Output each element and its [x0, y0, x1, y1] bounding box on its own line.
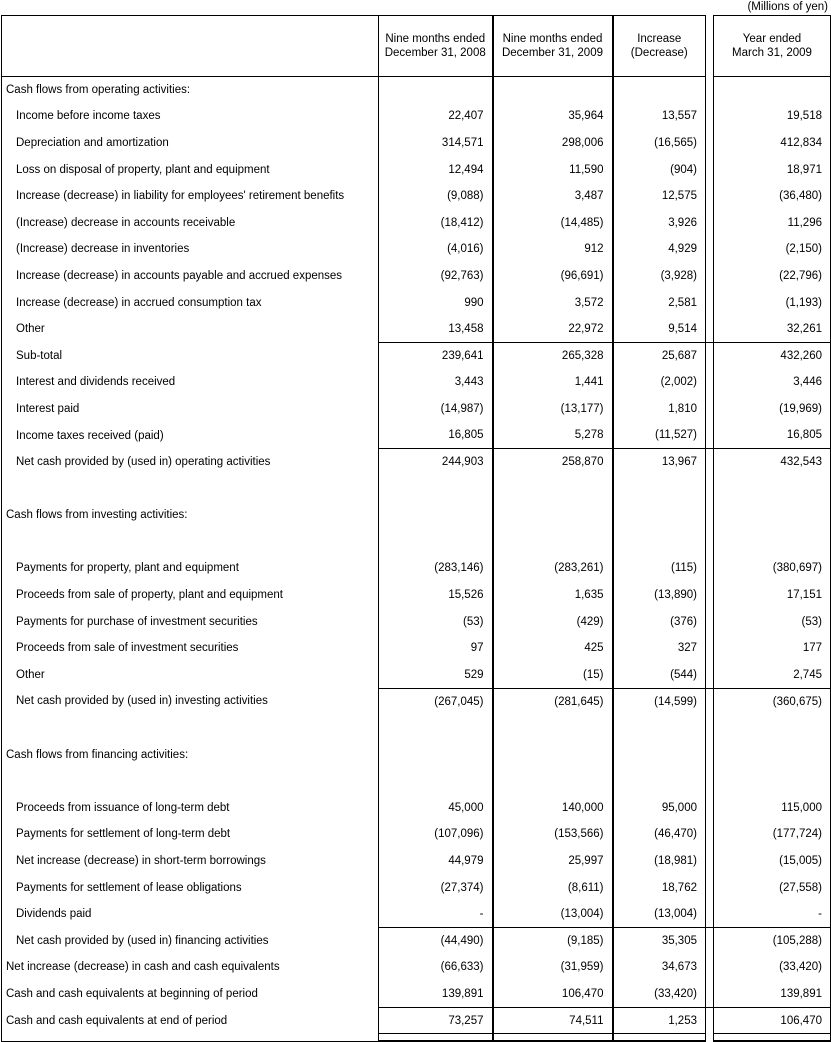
row-value: 74,511	[493, 1007, 613, 1034]
table-row	[2, 901, 831, 928]
table-row	[2, 928, 831, 955]
row-value: 35,964	[493, 103, 613, 130]
closing-rule-cell	[714, 1034, 831, 1041]
row-value: (96,691)	[493, 263, 613, 290]
row-value: -	[379, 901, 493, 928]
row-value	[613, 768, 706, 795]
units-note: (Millions of yen)	[747, 1, 828, 13]
header-line2: March 31, 2009	[732, 47, 812, 59]
table-row	[2, 582, 831, 609]
row-value: 11,296	[714, 209, 831, 236]
table-row	[2, 688, 831, 715]
table-row	[2, 449, 831, 476]
row-value: 912	[493, 236, 613, 263]
row-value: (19,969)	[714, 396, 831, 423]
table-row	[2, 635, 831, 662]
row-value: 412,834	[714, 130, 831, 157]
row-value: (283,261)	[493, 555, 613, 582]
row-value: 432,543	[714, 449, 831, 476]
row-value	[493, 768, 613, 795]
column-gap	[706, 209, 714, 236]
column-gap	[706, 130, 714, 157]
row-value	[714, 475, 831, 502]
row-value: 95,000	[661, 801, 697, 814]
row-label	[2, 529, 379, 556]
row-label: Net cash provided by (used in) investing activities	[2, 688, 379, 715]
row-value: 258,870	[493, 449, 613, 476]
row-value	[379, 741, 493, 768]
table-row	[2, 263, 831, 290]
column-gap	[706, 981, 714, 1008]
table-row	[2, 236, 831, 263]
row-value: -	[714, 901, 831, 928]
row-value	[379, 475, 493, 502]
row-value: 239,641	[379, 342, 493, 369]
row-value: (267,045)	[379, 688, 493, 715]
column-gap	[706, 156, 714, 183]
header-line1: Nine months ended	[502, 33, 603, 45]
column-gap	[706, 263, 714, 290]
row-value: 314,571	[379, 130, 493, 157]
row-value: 327	[677, 642, 697, 655]
row-value: (14,485)	[493, 209, 613, 236]
row-label	[2, 475, 379, 502]
row-value: (18,981)	[654, 855, 697, 868]
header-line1: Nine months ended	[385, 33, 486, 45]
row-value	[613, 715, 706, 742]
column-gap	[706, 741, 714, 768]
table-row	[2, 77, 831, 104]
row-label: Sub-total	[2, 342, 379, 369]
row-label: Net increase (decrease) in cash and cash equivalents	[2, 954, 379, 981]
table-row	[2, 422, 831, 449]
table-row	[2, 848, 831, 875]
table-row	[2, 369, 831, 396]
column-gap	[706, 821, 714, 848]
row-value: (13,004)	[654, 907, 697, 920]
table-row	[2, 156, 831, 183]
row-label: Other	[2, 662, 379, 689]
column-gap	[706, 449, 714, 476]
header-cell-year-2009	[714, 16, 831, 77]
row-label: Cash flows from financing activities:	[2, 741, 379, 768]
row-value: (53)	[379, 608, 493, 635]
header-row	[2, 16, 831, 77]
row-value: 45,000	[379, 795, 493, 822]
row-value	[714, 529, 831, 556]
row-label: Payments for settlement of lease obligations	[2, 874, 379, 901]
row-label: Loss on disposal of property, plant and equipment	[2, 156, 379, 183]
row-label: Proceeds from sale of property, plant and equipment	[2, 582, 379, 609]
column-gap	[706, 608, 714, 635]
row-value: 3,572	[493, 289, 613, 316]
row-value: 140,000	[493, 795, 613, 822]
column-gap	[706, 422, 714, 449]
row-value: 139,891	[714, 981, 831, 1008]
column-gap	[706, 369, 714, 396]
row-value: (380,697)	[714, 555, 831, 582]
row-value: (13,177)	[493, 396, 613, 423]
row-value: 22,972	[493, 316, 613, 343]
row-value: 298,006	[493, 130, 613, 157]
row-value: (2,150)	[714, 236, 831, 263]
row-value	[613, 502, 706, 529]
row-value: 16,805	[379, 422, 493, 449]
table-row	[2, 342, 831, 369]
row-value: 3,446	[714, 369, 831, 396]
row-value: 106,470	[714, 1007, 831, 1034]
row-value	[714, 768, 831, 795]
column-gap	[706, 555, 714, 582]
row-label: Income before income taxes	[2, 103, 379, 130]
row-value: 1,441	[493, 369, 613, 396]
row-label: Cash and cash equivalents at beginning of period	[2, 981, 379, 1008]
row-value: (360,675)	[714, 688, 831, 715]
row-label: Proceeds from issuance of long-term debt	[2, 795, 379, 822]
table-row	[2, 555, 831, 582]
row-value	[493, 77, 613, 104]
row-value	[493, 741, 613, 768]
table-row	[2, 502, 831, 529]
row-label: (Increase) decrease in inventories	[2, 236, 379, 263]
table-row	[2, 529, 831, 556]
column-gap	[706, 954, 714, 981]
row-value: 2,745	[714, 662, 831, 689]
row-label: Net increase (decrease) in short-term borrowings	[2, 848, 379, 875]
column-gap	[706, 502, 714, 529]
table-row	[2, 396, 831, 423]
row-value: (3,928)	[660, 269, 697, 282]
row-value: 5,278	[493, 422, 613, 449]
row-value: (33,420)	[714, 954, 831, 981]
column-gap	[706, 715, 714, 742]
row-value	[613, 475, 706, 502]
column-gap	[706, 768, 714, 795]
closing-rule-cell	[613, 1034, 706, 1041]
column-gap	[706, 475, 714, 502]
row-value: 13,967	[613, 449, 706, 476]
column-gap	[706, 662, 714, 689]
row-value: (66,633)	[379, 954, 493, 981]
table-row	[2, 821, 831, 848]
row-value	[493, 715, 613, 742]
closing-double-rule	[2, 1034, 831, 1041]
row-value: 17,151	[714, 582, 831, 609]
row-value: (544)	[670, 668, 697, 681]
row-value: 34,673	[661, 961, 697, 974]
row-value: 265,328	[493, 342, 613, 369]
column-gap	[706, 901, 714, 928]
row-value: 106,470	[493, 981, 613, 1008]
row-value: (92,763)	[379, 263, 493, 290]
row-value: (46,470)	[654, 828, 697, 841]
row-value: (53)	[714, 608, 831, 635]
row-value	[379, 529, 493, 556]
closing-label-spacer	[2, 1034, 379, 1041]
row-value: (281,645)	[493, 688, 613, 715]
row-label: Cash flows from operating activities:	[2, 77, 379, 104]
column-gap	[706, 316, 714, 343]
row-value	[613, 529, 706, 556]
table-row	[2, 209, 831, 236]
table-row	[2, 103, 831, 130]
header-line1: Year ended	[742, 33, 802, 45]
column-gap	[706, 77, 714, 104]
header-cell-nine-2009	[493, 16, 613, 77]
row-value: 13,458	[379, 316, 493, 343]
row-value: (13,890)	[654, 589, 697, 602]
row-value: (16,565)	[654, 136, 697, 149]
row-value: 1,810	[668, 402, 697, 415]
header-line2: December 31, 2008	[384, 47, 486, 59]
row-value	[493, 475, 613, 502]
table-row	[2, 715, 831, 742]
column-gap	[706, 582, 714, 609]
table-row	[2, 1007, 831, 1034]
header-cell-nine-2008	[379, 16, 493, 77]
row-value: 25,997	[493, 848, 613, 875]
row-label: Net cash provided by (used in) financing activities	[2, 928, 379, 955]
row-value: 18,971	[714, 156, 831, 183]
header-line2: December 31, 2009	[501, 47, 603, 59]
row-label: Income taxes received (paid)	[2, 422, 379, 449]
row-value: (36,480)	[714, 183, 831, 210]
row-value	[613, 741, 706, 768]
row-value	[714, 715, 831, 742]
row-value	[379, 502, 493, 529]
column-gap	[706, 103, 714, 130]
row-value: (376)	[670, 615, 697, 628]
row-value: (44,490)	[379, 928, 493, 955]
row-value: (4,016)	[379, 236, 493, 263]
row-value: 11,590	[493, 156, 613, 183]
row-value: (2,002)	[660, 376, 697, 389]
row-value	[379, 715, 493, 742]
row-value	[493, 529, 613, 556]
table-row	[2, 183, 831, 210]
row-value	[714, 77, 831, 104]
row-value: 432,260	[714, 342, 831, 369]
column-gap	[706, 874, 714, 901]
row-label: Payments for property, plant and equipment	[2, 555, 379, 582]
row-value: (14,599)	[613, 688, 706, 715]
table-row	[2, 741, 831, 768]
row-value: 25,687	[613, 342, 706, 369]
row-value: (18,412)	[379, 209, 493, 236]
row-value: (283,146)	[379, 555, 493, 582]
row-value: 3,926	[668, 216, 697, 229]
closing-rule-cell	[379, 1034, 493, 1041]
row-label	[2, 768, 379, 795]
row-value: (9,185)	[493, 928, 613, 955]
table-header	[2, 16, 831, 77]
table-row	[2, 795, 831, 822]
header-line1: Increase	[637, 33, 682, 45]
row-label: (Increase) decrease in accounts receivable	[2, 209, 379, 236]
column-gap	[706, 635, 714, 662]
column-gap	[706, 396, 714, 423]
row-value: (904)	[670, 163, 697, 176]
table-row	[2, 874, 831, 901]
row-value: (14,987)	[379, 396, 493, 423]
column-gap	[706, 183, 714, 210]
row-value: 4,929	[668, 243, 697, 256]
column-gap	[706, 1034, 714, 1041]
row-value	[613, 77, 706, 104]
row-label: Increase (decrease) in liability for employees' retirement benefits	[2, 183, 379, 210]
closing-rule-cell	[493, 1034, 613, 1041]
row-value: (11,527)	[655, 429, 697, 442]
table-body	[2, 77, 831, 1042]
table-row	[2, 289, 831, 316]
row-value: (33,420)	[654, 987, 697, 1000]
column-gap	[706, 848, 714, 875]
row-value: (13,004)	[493, 901, 613, 928]
row-value	[379, 768, 493, 795]
row-label: Interest paid	[2, 396, 379, 423]
row-label: Proceeds from sale of investment securities	[2, 635, 379, 662]
row-value: 18,762	[661, 881, 697, 894]
row-value	[493, 502, 613, 529]
row-label: Other	[2, 316, 379, 343]
row-value: 16,805	[714, 422, 831, 449]
row-value: (107,096)	[379, 821, 493, 848]
row-value: (8,611)	[493, 874, 613, 901]
row-label: Cash and cash equivalents at end of period	[2, 1007, 379, 1034]
table-row	[2, 981, 831, 1008]
row-value: (15)	[493, 662, 613, 689]
row-value: (153,566)	[493, 821, 613, 848]
row-value: 2,581	[668, 296, 697, 309]
cash-flow-table	[1, 15, 831, 1042]
table-row	[2, 954, 831, 981]
row-value: 15,526	[379, 582, 493, 609]
column-gap	[706, 688, 714, 715]
row-label: Depreciation and amortization	[2, 130, 379, 157]
row-value: 115,000	[714, 795, 831, 822]
row-value: 425	[493, 635, 613, 662]
row-label: Cash flows from investing activities:	[2, 502, 379, 529]
row-value: (15,005)	[714, 848, 831, 875]
column-gap	[706, 342, 714, 369]
column-gap	[706, 289, 714, 316]
row-label: Payments for settlement of long-term debt	[2, 821, 379, 848]
row-value: 1,635	[493, 582, 613, 609]
row-value: 3,443	[379, 369, 493, 396]
column-gap	[706, 529, 714, 556]
column-gap	[706, 1007, 714, 1034]
row-value: 12,494	[379, 156, 493, 183]
header-cell-gap	[706, 16, 714, 77]
header-cell-label	[2, 16, 379, 77]
row-value: (177,724)	[714, 821, 831, 848]
header-cell-change	[613, 16, 706, 77]
table-row	[2, 608, 831, 635]
table-row	[2, 475, 831, 502]
row-value: 44,979	[379, 848, 493, 875]
row-value: 22,407	[379, 103, 493, 130]
row-label: Interest and dividends received	[2, 369, 379, 396]
row-value: (27,558)	[714, 874, 831, 901]
row-value	[379, 77, 493, 104]
row-value: 97	[379, 635, 493, 662]
header-line2: (Decrease)	[630, 47, 688, 59]
row-value	[714, 741, 831, 768]
row-value: 177	[714, 635, 831, 662]
row-value: 529	[379, 662, 493, 689]
row-label	[2, 715, 379, 742]
row-value: (27,374)	[379, 874, 493, 901]
row-value: 19,518	[714, 103, 831, 130]
row-value: 990	[379, 289, 493, 316]
table-row	[2, 130, 831, 157]
row-value: 32,261	[714, 316, 831, 343]
row-value: (115)	[671, 562, 697, 575]
row-label: Payments for purchase of investment securities	[2, 608, 379, 635]
table-row	[2, 316, 831, 343]
row-label: Net cash provided by (used in) operating activities	[2, 449, 379, 476]
row-value: (9,088)	[379, 183, 493, 210]
row-value: (31,959)	[493, 954, 613, 981]
column-gap	[706, 928, 714, 955]
table-row	[2, 768, 831, 795]
row-value: 139,891	[379, 981, 493, 1008]
row-value: 1,253	[613, 1007, 706, 1034]
row-value: (1,193)	[714, 289, 831, 316]
row-label: Increase (decrease) in accounts payable and accrued expenses	[2, 263, 379, 290]
row-value: (429)	[493, 608, 613, 635]
table-row	[2, 662, 831, 689]
column-gap	[706, 236, 714, 263]
row-value	[714, 502, 831, 529]
row-value: 73,257	[379, 1007, 493, 1034]
row-value: 35,305	[613, 928, 706, 955]
row-value: 3,487	[493, 183, 613, 210]
row-value: 244,903	[379, 449, 493, 476]
column-gap	[706, 795, 714, 822]
row-value: 13,557	[661, 110, 697, 123]
row-value: 9,514	[668, 322, 697, 335]
row-value: 12,575	[661, 190, 697, 203]
row-value: (105,288)	[714, 928, 831, 955]
row-label: Increase (decrease) in accrued consumption tax	[2, 289, 379, 316]
row-label: Dividends paid	[2, 901, 379, 928]
row-value: (22,796)	[714, 263, 831, 290]
